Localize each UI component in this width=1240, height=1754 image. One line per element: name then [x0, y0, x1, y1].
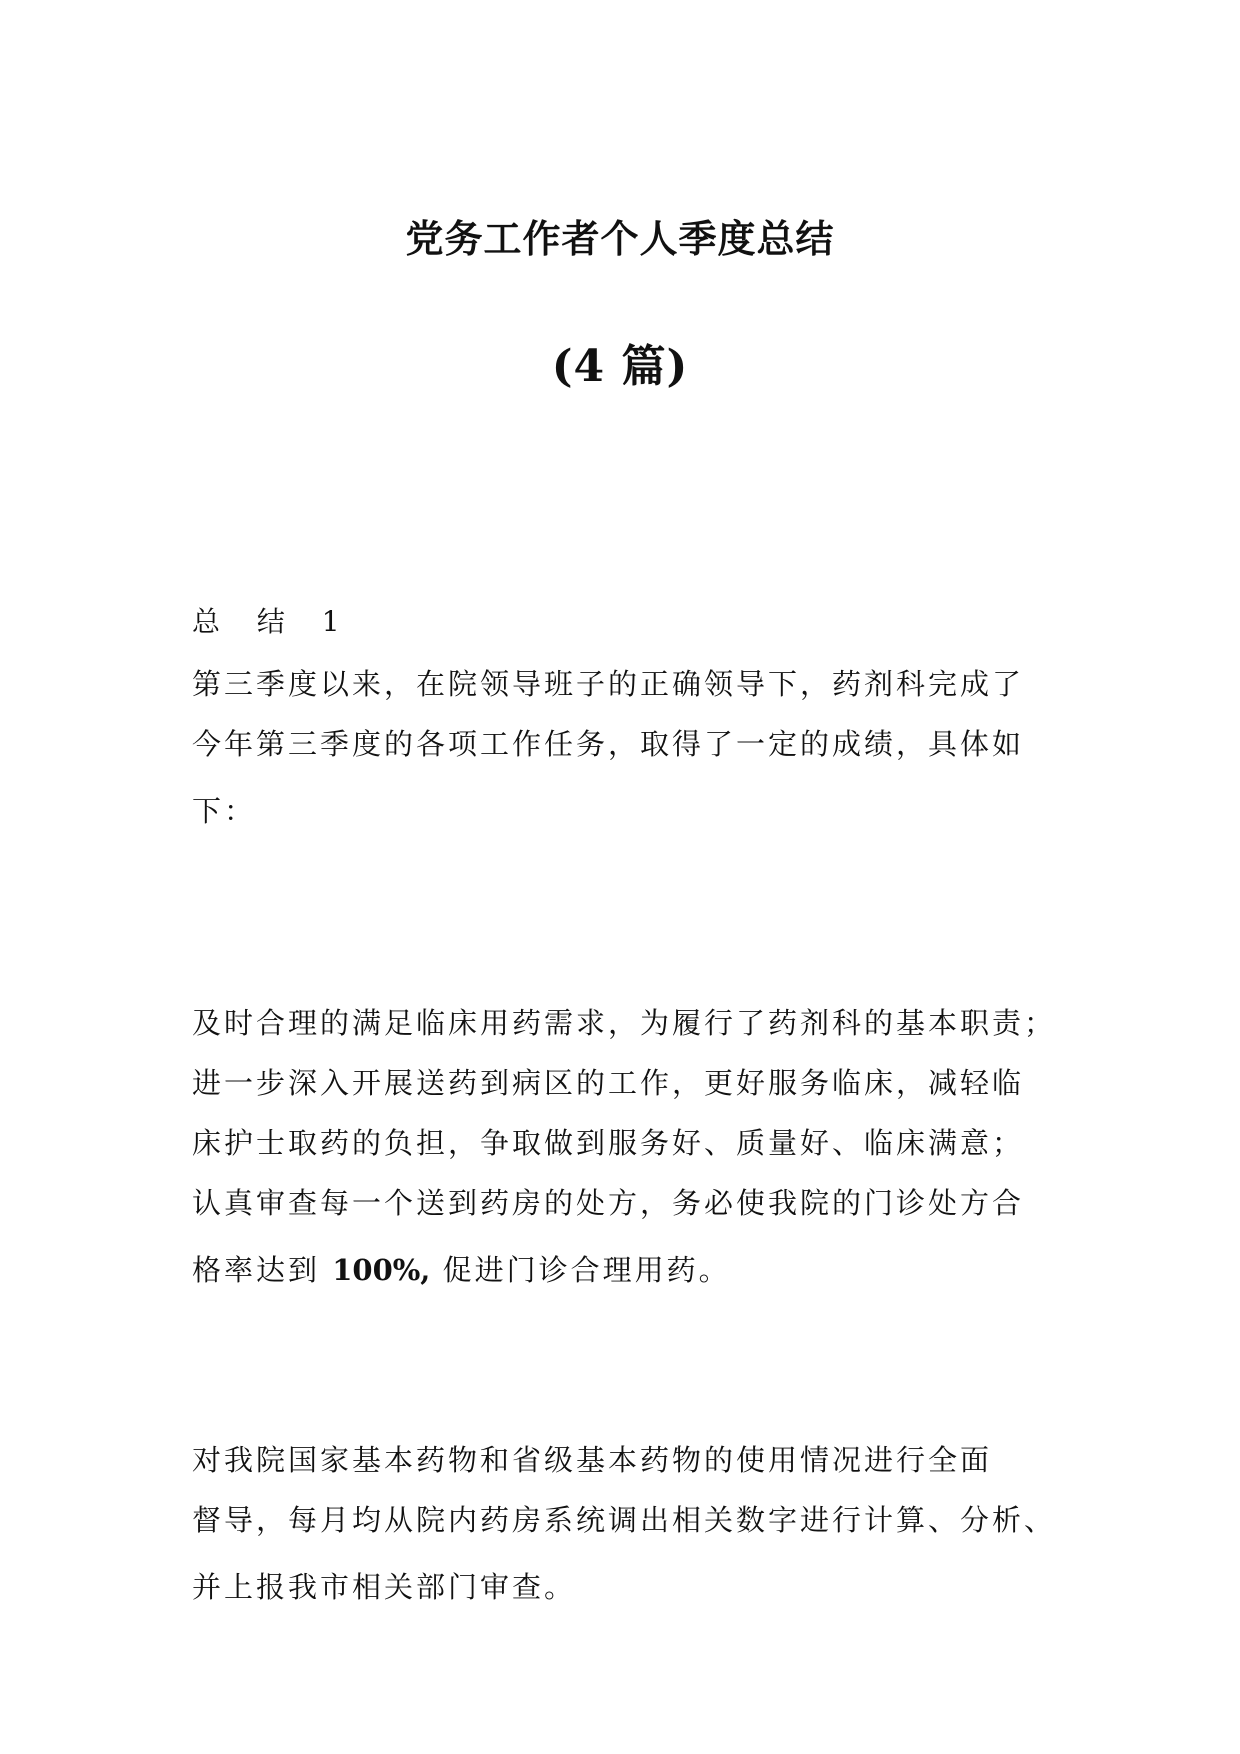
paragraph-line: 对我院国家基本药物和省级基本药物的使用情况进行全面 — [192, 1443, 993, 1477]
document-subtitle: (4 篇) — [551, 341, 689, 392]
paragraph-line: 第三季度以来，在院领导班子的正确领导下，药剂科完成了 — [192, 667, 1025, 701]
paragraph-line: 进一步深入开展送药到病区的工作，更好服务临床，减轻临 — [192, 1066, 1025, 1100]
paragraph-line: 床护士取药的负担，争取做到服务好、质量好、临床满意； — [192, 1126, 1025, 1160]
pass-rate-value: 100%, — [332, 1253, 431, 1287]
document-title: 党务工作者个人季度总结 — [405, 216, 835, 261]
paragraph-line: 今年第三季度的各项工作任务，取得了一定的成绩，具体如 — [192, 727, 1025, 761]
paragraph-line: 下： — [192, 794, 257, 828]
line-suffix: 促进门诊合理用药。 — [430, 1253, 731, 1287]
line-prefix: 格率达到 — [192, 1253, 333, 1287]
section-label: 总 结 1 — [192, 605, 354, 638]
paragraph-3 — [192, 1430, 1072, 1624]
paragraph-line: 并上报我市相关部门审查。 — [192, 1570, 577, 1604]
paragraph-1 — [192, 654, 1072, 848]
paragraph-2 — [192, 993, 1072, 1307]
paragraph-line-with-percentage — [192, 1233, 1072, 1307]
paragraph-line: 督导，每月均从院内药房系统调出相关数字进行计算、分析、 — [192, 1503, 1057, 1537]
paragraph-line: 认真审查每一个送到药房的处方，务必使我院的门诊处方合 — [192, 1186, 1025, 1220]
paragraph-line: 及时合理的满足临床用药需求，为履行了药剂科的基本职责； — [192, 1006, 1057, 1040]
